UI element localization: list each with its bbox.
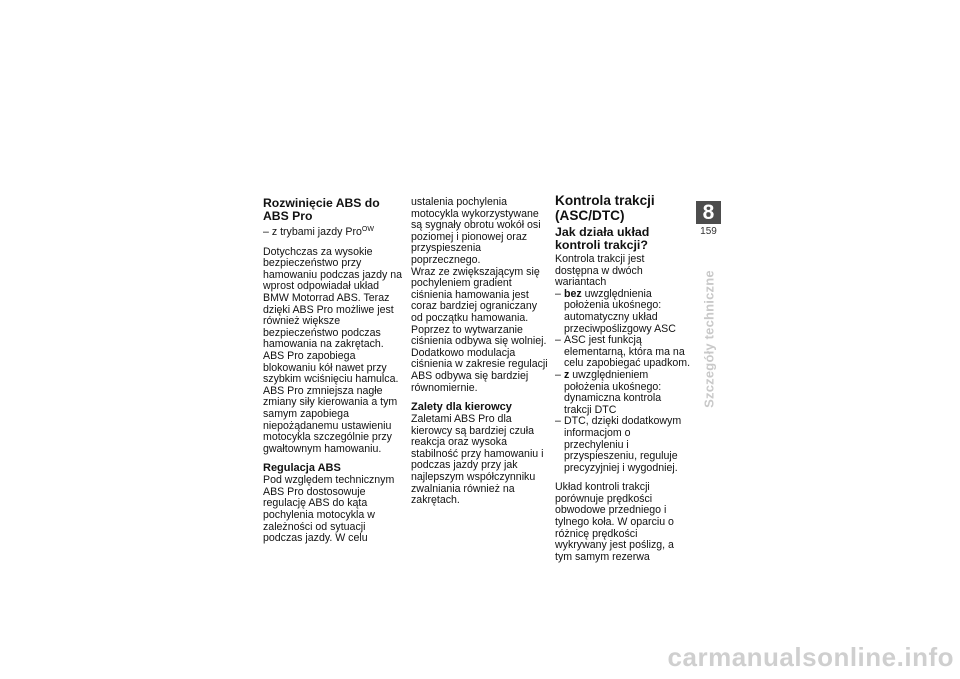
abs-pro-paragraph: Dotychczas za wysokie bezpieczeństwo przy hamowaniu podczas jazdy na wprost odpowiadał układ BMW Motorrad ABS. Teraz dzięki ABS Pro możliwe jest również większe bezpieczeństwo podczas hamowania na zakrętach. ABS Pro zapobiega blokowaniu kół nawet przy szybkim wciśnięciu hamulca. ABS Pro zmniejsza nagłe zmiany siły kierowania a tym samym zapobiega niepożądanemu ustawieniu motocykla szczególnie przy gwałtownym hamowaniu. — [263, 245, 402, 455]
lean-signal-paragraph: ustalenia pochylenia motocykla wykorzystywane są sygnały obrotu wokół osi poziomej i pionowej oraz przyspieszenia poprzecznego. — [411, 196, 541, 266]
list-item — [555, 335, 691, 370]
list-dash: – — [555, 287, 561, 300]
riding-mode-note — [263, 224, 405, 239]
list-item-keyword: z — [564, 368, 570, 381]
list-item-keyword: bez — [564, 287, 582, 300]
list-dash: – — [555, 334, 561, 347]
list-dash: – — [555, 415, 561, 428]
list-item — [555, 289, 691, 335]
list-item-text: ASC jest funkcją elementarną, która ma na celu zapobiegać upadkom. — [564, 334, 691, 370]
column-2 — [411, 197, 549, 507]
heading-abs-regulation: Regulacja ABS — [263, 462, 341, 475]
pressure-gradient-paragraph: Wraz ze zwiększającym się pochyleniem gradient ciśnienia hamowania jest coraz bardziej ograniczany od początku hamowania. Poprzez to wytwarzanie ciśnienia odbywa się wolniej. Dodatkowo modulacja ciśnienia w zakresie regulacji ABS odbywa się bardziej równomiernie. — [411, 265, 548, 394]
variants-intro: Kontrola trakcji jest dostępna w dwóch wariantach — [555, 253, 645, 289]
section-title-abs-pro: Rozwinięcie ABS do ABS Pro — [263, 196, 380, 223]
variants-list — [555, 289, 691, 475]
comparison-paragraph: Układ kontroli trakcji porównuje prędkości obwodowe przedniego i tylnego koła. W oparciu o różnicę prędkości wykrywany jest poślizg, a tym samym rezerwa — [555, 481, 674, 563]
column-1 — [263, 197, 405, 545]
list-item — [555, 370, 691, 416]
watermark: carmanualsonline.info — [667, 642, 954, 672]
subtitle-how-it-works: Jak działa układ kontroli trakcji? — [555, 225, 650, 252]
section-title-traction-control: Kontrola trakcji (ASC/DTC) — [555, 193, 655, 223]
list-item-text: uwzględnienia położenia ukośnego: automatyczny układ przeciwpoślizgowy ASC — [564, 287, 676, 335]
list-dash: – — [555, 368, 561, 381]
riding-mode-superscript: OW — [361, 226, 374, 233]
chapter-number-badge: 8 — [696, 201, 721, 224]
heading-rider-benefits: Zalety dla kierowcy — [411, 401, 512, 414]
chapter-side-tab — [701, 270, 717, 408]
list-item — [555, 416, 691, 474]
list-item-text: uwzględnieniem położenia ukośnego: dynamiczna kontrola trakcji DTC — [564, 368, 662, 416]
rider-benefits-paragraph: Zaletami ABS Pro dla kierowcy są bardziej czuła reakcja oraz wysoka stabilność przy hamowaniu i podczas jazdy przy jak najlepszym współczynniku zwalniania również na zakrętach. — [411, 413, 544, 507]
page-number: 159 — [700, 226, 717, 237]
abs-regulation-paragraph: Pod względem technicznym ABS Pro dostosowuje regulację ABS do kąta pochylenia motocykla w zależności od sytuacji podczas jazdy. W celu — [263, 474, 395, 545]
riding-mode-text: – z trybami jazdy Pro — [263, 226, 362, 238]
chapter-label: Szczegóły techniczne — [701, 270, 717, 408]
column-3 — [555, 193, 691, 563]
list-item-text: DTC, dzięki dodatkowym informacjom o przechyleniu i przyspieszeniu, reguluje precyzyjniej i wygodniej. — [564, 415, 682, 474]
